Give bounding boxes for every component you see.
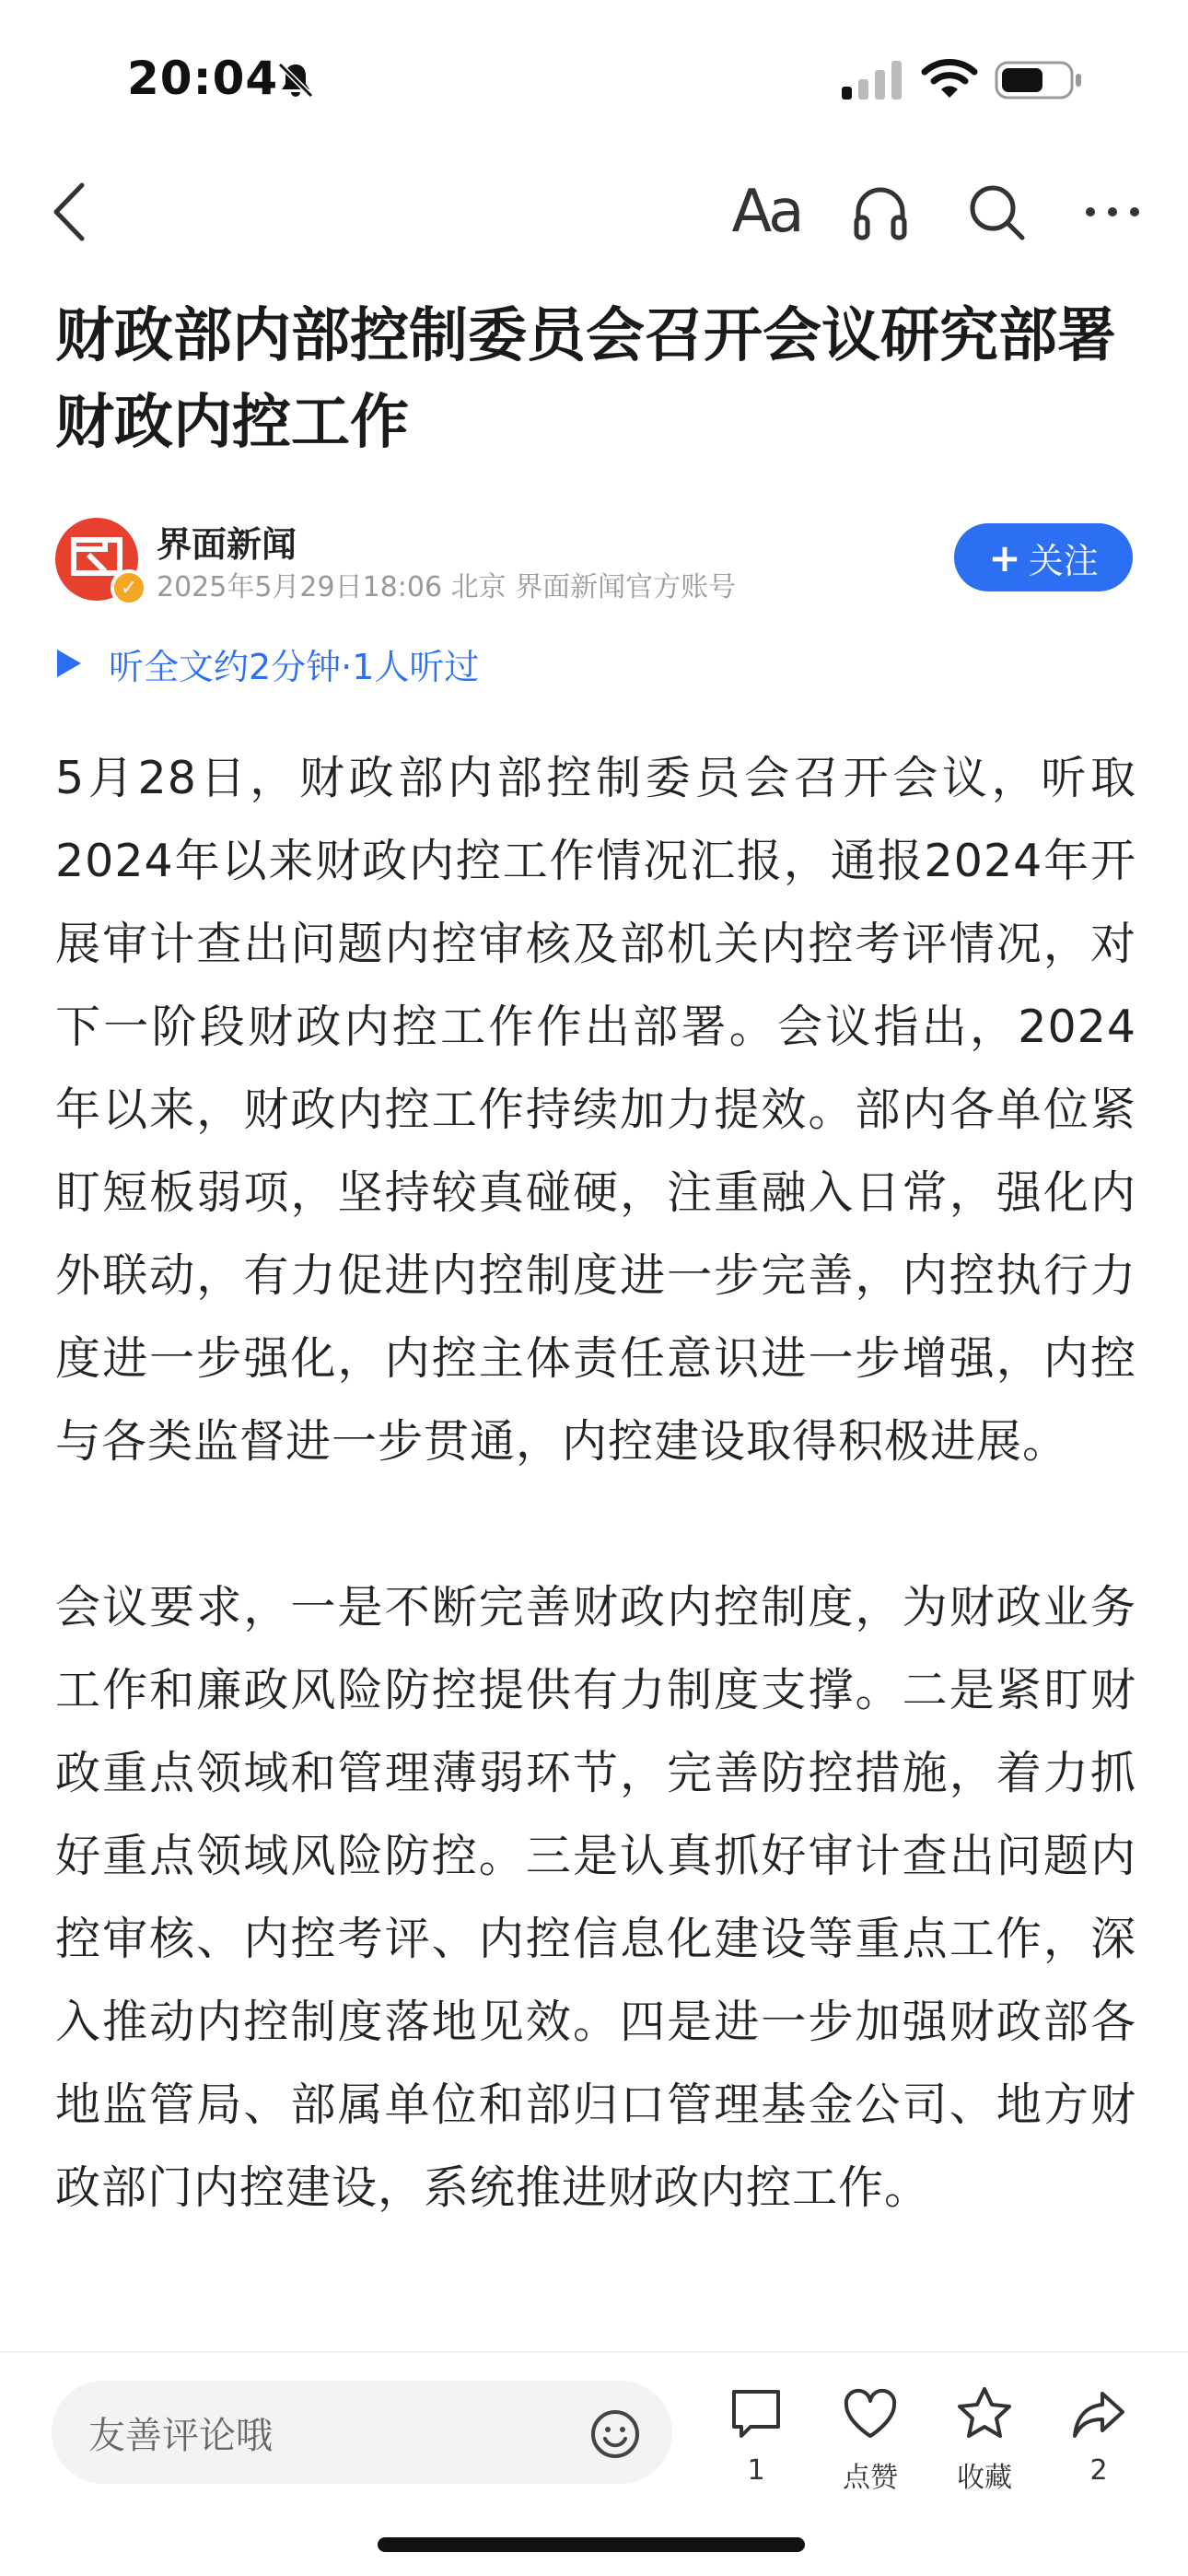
- emoji-icon[interactable]: [589, 2408, 641, 2460]
- author-meta: 2025年5月29日18:06 北京 界面新闻官方账号: [157, 571, 737, 603]
- favorite-label: 收藏: [957, 2462, 1012, 2494]
- like-button[interactable]: [820, 2384, 921, 2495]
- star-icon: [955, 2384, 1014, 2443]
- listen-article-button[interactable]: [55, 636, 479, 691]
- wifi-icon: [921, 55, 978, 101]
- share-icon: [1069, 2384, 1128, 2443]
- comment-placeholder: 友善评论哦: [88, 2414, 273, 2457]
- share-button[interactable]: [1048, 2384, 1149, 2487]
- author-row: [55, 514, 1133, 606]
- signal-icon: [840, 59, 904, 101]
- paragraph-1: 5月28日，财政部内部控制委员会召开会议，听取2024年以来财政内控工作情况汇报，通报2024年开展审计查出问题内控审核及部机关内控考评情况，对下一阶段财政内控工作作出部署。会议指出，2024年以来，财政内控工作持续加力提效。部内各单位紧盯短板弱项，坚持较真碰硬，注重融入日常，强化内外联动，有力促进内控制度进一步完善，内控执行力度进一步强化，内控主体责任意识进一步增强，内控与各类监督进一步贯通，内控建设取得积极进展。: [55, 752, 1136, 1468]
- plus-icon: +: [988, 534, 1021, 580]
- font-size-icon[interactable]: Aa: [731, 178, 801, 246]
- back-icon[interactable]: [37, 177, 101, 247]
- comment-input[interactable]: [52, 2381, 672, 2484]
- follow-label: 关注: [1028, 540, 1099, 581]
- like-label: 点赞: [843, 2462, 898, 2494]
- article-title: 财政部内部控制委员会召开会议研究部署财政内控工作: [55, 302, 1116, 457]
- comment-count: 1: [747, 2454, 765, 2487]
- article-body: [55, 737, 1136, 2313]
- share-count: 2: [1089, 2454, 1108, 2487]
- headphones-icon[interactable]: [845, 177, 915, 247]
- comment-button[interactable]: [705, 2384, 807, 2487]
- home-indicator[interactable]: [378, 2537, 805, 2552]
- status-time: 20:04: [127, 52, 279, 105]
- listen-label: 听全文约2分钟·1人听过: [109, 646, 480, 687]
- comment-icon: [727, 2384, 786, 2443]
- bell-slash-icon: [274, 59, 317, 101]
- heart-icon: [841, 2384, 900, 2443]
- favorite-button[interactable]: [934, 2384, 1035, 2495]
- search-icon[interactable]: [961, 177, 1031, 247]
- more-icon[interactable]: [1076, 177, 1149, 247]
- nav-bar: [0, 157, 1188, 267]
- author-name[interactable]: 界面新闻: [157, 524, 297, 565]
- verified-badge-icon: ✓: [111, 569, 147, 606]
- paragraph-2: 会议要求，一是不断完善财政内控制度，为财政业务工作和廉政风险防控提供有力制度支撑。二是紧盯财政重点领域和管理薄弱环节，完善防控措施，着力抓好重点领域风险防控。三是认真抓好审计查出问题内控审核、内控考评、内控信息化建设等重点工作，深入推动内控制度落地见效。四是进一步加强财政部各地监管局、部属单位和部归口管理基金公司、地方财政部门内控建设，系统推进财政内控工作。: [55, 1581, 1136, 2214]
- play-icon: [55, 648, 83, 679]
- follow-button[interactable]: [954, 523, 1133, 591]
- bottom-bar: [0, 2351, 1188, 2576]
- battery-icon: [995, 59, 1083, 101]
- status-bar: [0, 0, 1188, 157]
